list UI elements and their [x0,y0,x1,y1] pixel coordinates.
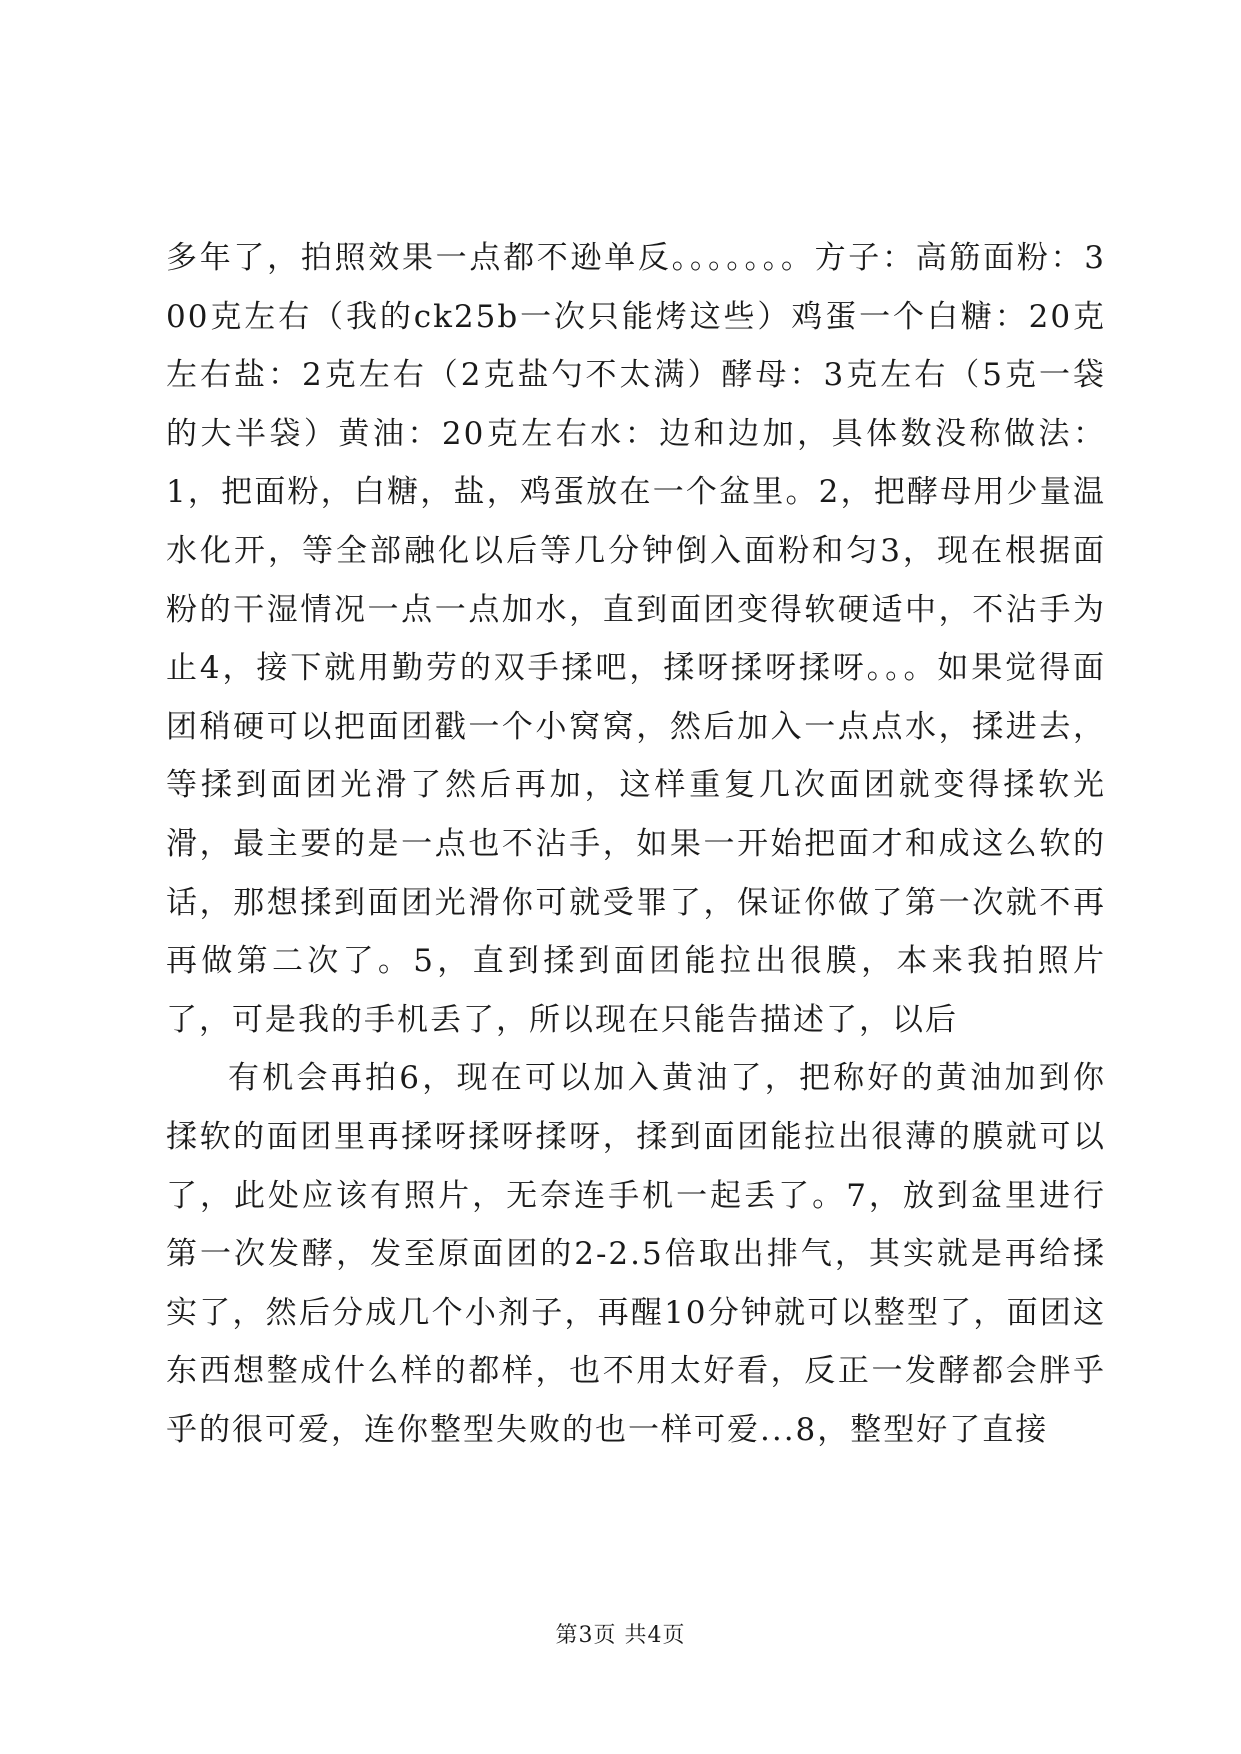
paragraph-1: 多年了，拍照效果一点都不逊单反。。。。。。。方子：高筋面粉：300克左右（我的ck25b一次只能烤这些）鸡蛋一个白糖：20克左右盐：2克左右（2克盐勺不太满）酵母：3克左右（5克一袋的大半袋）黄油：20克左右水：边和边加，具体数没称做法：1，把面粉，白糖，盐，鸡蛋放在一个盆里。2，把酵母用少量温水化开，等全部融化以后等几分钟倒入面粉和匀3，现在根据面粉的干湿情况一点一点加水，直到面团变得软硬适中，不沾手为止4，接下就用勤劳的双手揉吧，揉呀揉呀揉呀。。。如果觉得面团稍硬可以把面团戳一个小窝窝，然后加入一点点水，揉进去，等揉到面团光滑了然后再加，这样重复几次面团就变得揉软光滑，最主要的是一点也不沾手，如果一开始把面才和成这么软的话，那想揉到面团光滑你可就受罪了，保证你做了第一次就不再再做第二次了。5，直到揉到面团能拉出很膜，本来我拍照片了，可是我的手机丢了，所以现在只能告描述了，以后 [166,240,1106,1038]
body-text [166,229,1106,1459]
paragraph-2: 有机会再拍6，现在可以加入黄油了，把称好的黄油加到你揉软的面团里再揉呀揉呀揉呀，揉到面团能拉出很薄的膜就可以了，此处应该有照片，无奈连手机一起丢了。7，放到盆里进行第一次发酵，发至原面团的2-2.5倍取出排气，其实就是再给揉实了，然后分成几个小剂子，再醒10分钟就可以整型了，面团这东西想整成什么样的都样，也不用太好看，反正一发酵都会胖乎乎的很可爱，连你整型失败的也一样可爱...8，整型好了直接 [166,1060,1106,1448]
page-footer: 第3页 共4页 [555,1623,686,1648]
